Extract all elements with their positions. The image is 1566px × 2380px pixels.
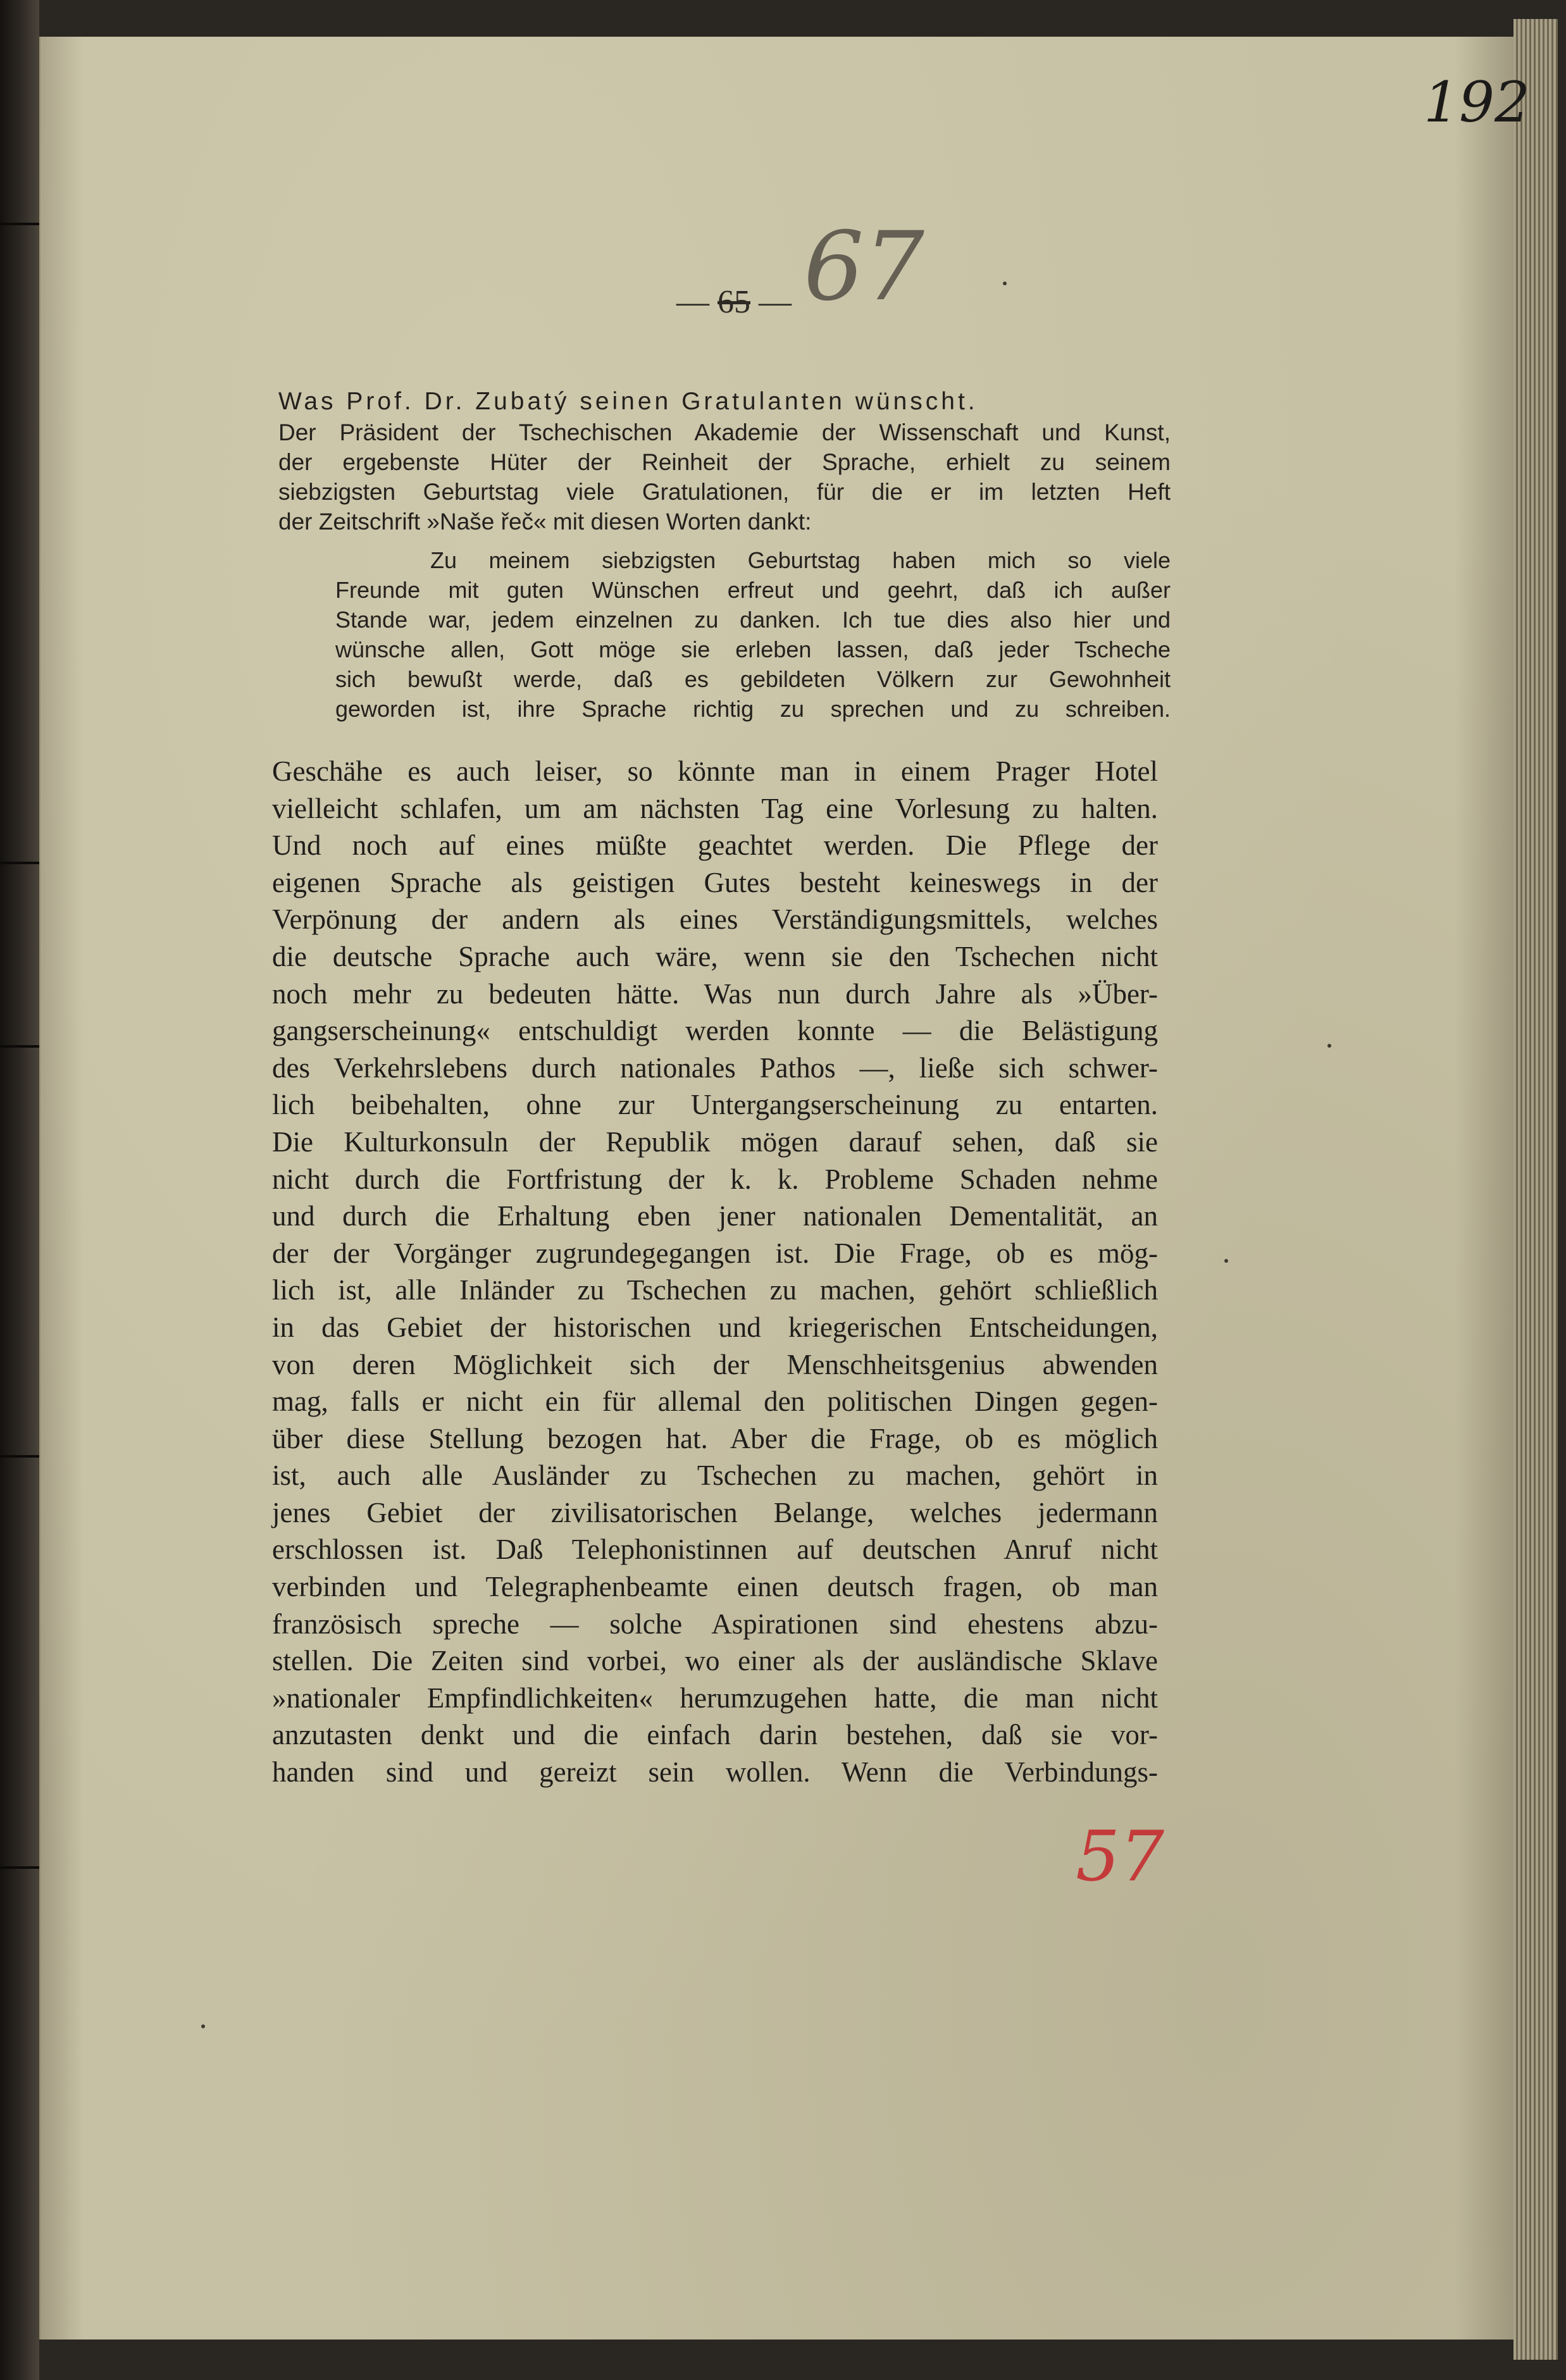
body-line: lich ist, alle Inländer zu Tschechen zu machen, gehört schließlich [272,1274,1158,1306]
paper-speck [1224,1259,1228,1263]
book-binding [0,0,39,2380]
notice-title: Was Prof. Dr. Zubatý seinen Gratulanten wünscht. [278,388,978,415]
quote-line: Stande war, jedem einzelnen zu danken. Ich tue dies also hier und [335,607,1171,633]
quoted-letter [335,545,1171,724]
notice-line: Der Präsident der Tschechischen Akademie der Wissenschaft und Kunst, [278,419,1171,445]
page-number-value: 65 [718,284,750,320]
body-line: Die Kulturkonsuln der Republik mögen darauf sehen, daß sie [272,1125,1158,1158]
body-line: mag, falls er nicht ein für allemal den politischen Dingen gegen- [272,1385,1158,1418]
body-line: vielleicht schlafen, um am nächsten Tag eine Vorlesung zu halten. [272,792,1158,824]
body-line: noch mehr zu bedeuten hätte. Was nun durch Jahre als »Über- [272,977,1158,1010]
body-line: Verpönung der andern als eines Verständigungsmittels, welches [272,903,1158,936]
body-line: des Verkehrslebens durch nationales Pathos —, ließe sich schwer- [272,1051,1158,1084]
folio-number: 192 [1424,70,1530,135]
body-line: die deutsche Sprache auch wäre, wenn sie den Tschechen nicht [272,940,1158,972]
stacked-page-edges [1513,19,1558,2360]
body-line: gangserscheinung« entschuldigt werden konnte — die Belästigung [272,1015,1158,1047]
body-line: eigenen Sprache als geistigen Gutes besteht keineswegs in der [272,866,1158,898]
page-fold-line [39,37,40,2340]
body-text [272,753,1158,1791]
body-line: Geschähe es auch leiser, so könnte man in einem Prager Hotel [272,755,1158,787]
quote-line: geworden ist, ihre Sprache richtig zu sprechen und zu schreiben. [335,696,1171,722]
body-line: »nationaler Empfindlichkeiten« herumzugehen hatte, die man nicht [272,1682,1158,1714]
body-line: der der Vorgänger zugrundegegangen ist. Die Frage, ob es mög- [272,1237,1158,1269]
binding-mark [0,223,39,225]
red-pencil-mark: 57 [1076,1816,1164,1897]
notice-line: der Zeitschrift »Naše řeč« mit diesen Worten dankt: [278,509,812,535]
binding-mark [0,1866,39,1869]
quote-line: Zu meinem siebzigsten Geburtstag haben mich so viele [430,547,1171,573]
body-line: nicht durch die Fortfristung der k. k. Probleme Schaden nehme [272,1163,1158,1195]
body-line: stellen. Die Zeiten sind vorbei, wo einer als der ausländische Sklave [272,1645,1158,1677]
paper-speck [1327,1044,1331,1048]
body-line: französisch spreche — solche Aspirationen sind ehestens abzu- [272,1608,1158,1640]
quote-line: sich bewußt werde, daß es gebildeten Völkern zur Gewohnheit [335,666,1171,692]
binding-mark [0,1455,39,1458]
binding-mark [0,1045,39,1048]
binding-mark [0,862,39,864]
handwritten-page-number: 67 [804,212,924,322]
paper-speck [1003,282,1007,285]
body-line: und durch die Erhaltung eben jener nationalen Dementalität, an [272,1200,1158,1232]
body-line: erschlossen ist. Daß Telephonistinnen auf deutschen Anruf nicht [272,1534,1158,1566]
body-line: jenes Gebiet der zivilisatorischen Belange, welches jedermann [272,1496,1158,1528]
body-line: handen sind und gereizt sein wollen. Wenn die Verbindungs- [272,1756,1158,1788]
quote-line: Freunde mit guten Wünschen erfreut und geehrt, daß ich außer [335,577,1171,603]
body-line: ist, auch alle Ausländer zu Tschechen zu machen, gehört in [272,1460,1158,1492]
printed-page-number: — 65 — [676,284,792,320]
body-line: verbinden und Telegraphenbeamte einen deutsch fragen, ob man [272,1571,1158,1603]
body-line: lich beibehalten, ohne zur Untergangserscheinung zu entarten. [272,1089,1158,1121]
body-line: Und noch auf eines müßte geachtet werden. Die Pflege der [272,829,1158,862]
notice-line: siebzigsten Geburtstag viele Gratulationen, für die er im letzten Heft [278,479,1171,505]
body-line: über diese Stellung bezogen hat. Aber die Frage, ob es möglich [272,1422,1158,1454]
paper-speck [201,2024,205,2028]
quote-line: wünsche allen, Gott möge sie erleben lassen, daß jeder Tscheche [335,636,1171,662]
notice-line: der ergebenste Hüter der Reinheit der Sprache, erhielt zu seinem [278,449,1171,475]
notice-block [278,386,1171,536]
body-line: in das Gebiet der historischen und kriegerischen Entscheidungen, [272,1311,1158,1343]
body-line: von deren Möglichkeit sich der Menschheitsgenius abwenden [272,1348,1158,1380]
body-line: anzutasten denkt und die einfach darin bestehen, daß sie vor- [272,1719,1158,1751]
